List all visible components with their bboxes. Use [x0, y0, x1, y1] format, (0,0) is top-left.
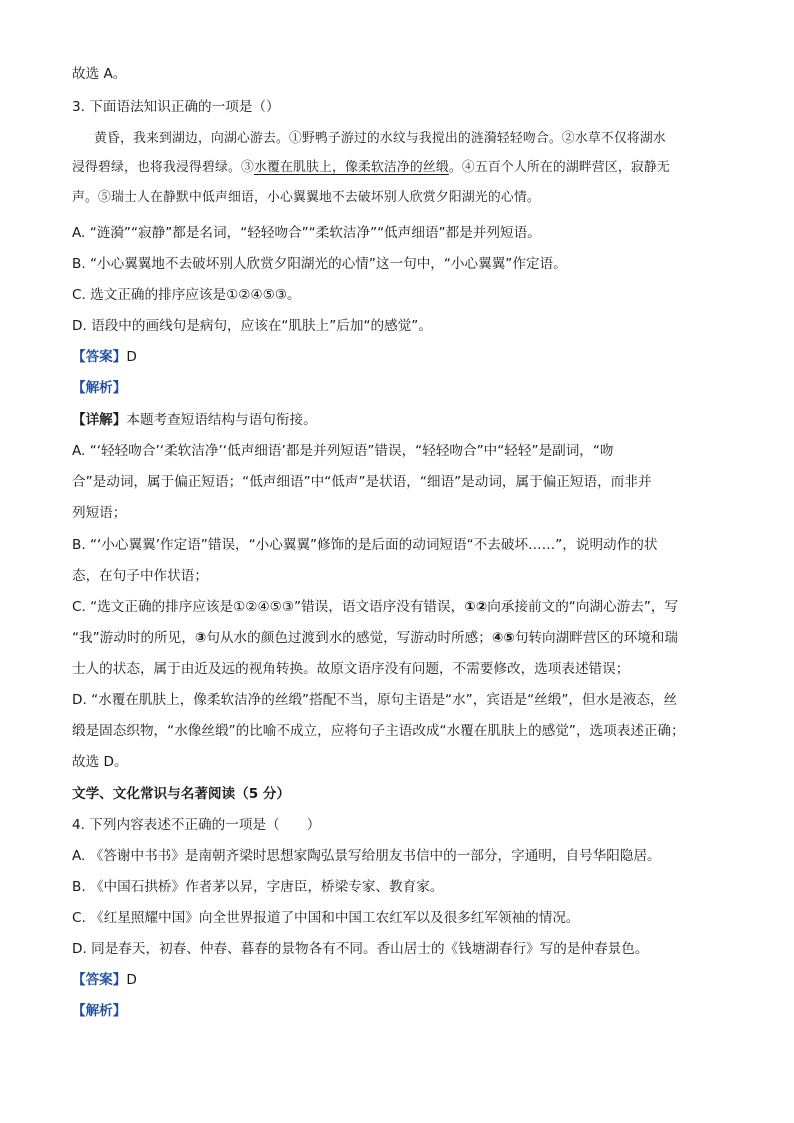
passage-line-3: 声。⑤瑞士人在静默中低声细语，小心翼翼地不去破坏别人欣赏夕阳湖光的心情。 [72, 190, 540, 205]
q3-option-b: B. “小心翼翼地不去破坏别人欣赏夕阳湖光的心情”这一句中，“小心翼翼”作定语。 [72, 256, 567, 272]
explain-d-line-1: D. “水覆在肌肤上，像柔软洁净的丝缎”搭配不当，原句主语是“水”，宾语是“丝缎”，但水是液态，丝 [72, 692, 678, 708]
q3-option-c: C. 选文正确的排序应该是①②④⑤③。 [72, 287, 301, 303]
explain-b-line-1: B. “‘小心翼翼’作定语”错误，“小心翼翼”修饰的是后面的动词短语“不去破坏……”，说明动作的状 [72, 537, 658, 553]
explain-a-line-1: A. “‘轻轻吻合’‘柔软洁净’‘低声细语’都是并列短语”错误，“轻轻吻合”中“轻轻”是副词，“吻 [72, 443, 614, 459]
q3-answer [72, 347, 137, 367]
q3-option-a: A. “涟漪”“寂静”都是名词，“轻轻吻合”“柔软洁净”“低声细语”都是并列短语。 [72, 225, 541, 241]
q3-detail: 【详解】本题考查短语结构与语句衔接。 [72, 412, 317, 428]
q4-answer [72, 970, 137, 990]
q3-analysis-label: 【解析】 [72, 380, 127, 396]
explain-a-line-3: 列短语； [72, 505, 127, 521]
answer-value: D [126, 972, 137, 988]
q3-conclusion: 故选 D。 [72, 754, 128, 770]
q4-analysis-label: 【解析】 [72, 1003, 127, 1019]
section-heading: 文学、文化常识与名著阅读（5 分） [72, 786, 291, 802]
answer-label: 【答案】 [72, 349, 127, 365]
passage-line-1: 黄昏，我来到湖边，向湖心游去。①野鸭子游过的水纹与我搅出的涟漪轻轻吻合。②水草不仅将湖水 [94, 131, 666, 146]
explain-c-line-1: C. “选文正确的排序应该是①②④⑤③”错误，语文语序没有错误，①②向承接前文的“向湖心游去”，写 [72, 599, 679, 615]
q4-option-a: A. 《答谢中书书》是南朝齐梁时思想家陶弘景写给朋友书信中的一部分，字通明，自号华阳隐居。 [72, 848, 661, 864]
answer-label: 【答案】 [72, 972, 127, 988]
q4-option-d: D. 同是春天，初春、仲春、暮春的景物各有不同。香山居士的《钱塘湖春行》写的是仲春景色。 [72, 941, 649, 957]
previous-conclusion: 故选 A。 [72, 66, 127, 82]
explain-c-line-2: “我”游动时的所见，③句从水的颜色过渡到水的感觉，写游动时所感；④⑤句转向湖畔营区的环境和瑞 [72, 630, 678, 646]
detail-label: 【详解】 [72, 412, 127, 428]
answer-value: D [126, 349, 137, 365]
q3-option-d: D. 语段中的画线句是病句，应该在“肌肤上”后加“的感觉”。 [72, 318, 432, 334]
passage-line-2: 浸得碧绿，也将我浸得碧绿。③水覆在肌肤上，像柔软洁净的丝缎。④五百个人所在的湖畔营区，寂静无 [72, 160, 670, 175]
question-3-stem: 3. 下面语法知识正确的一项是（） [72, 99, 280, 115]
explain-d-line-2: 缎是固态织物，“水像丝缎”的比喻不成立，应将句子主语改成“水覆在肌肤上的感觉”，选项表述正确； [72, 723, 685, 739]
explain-a-line-2: 合”是动词，属于偏正短语；“低声细语”中“低声”是状语，“细语”是动词，属于偏正短语，而非并 [72, 474, 652, 490]
question-4-stem: 4. 下列内容表述不正确的一项是（ ） [72, 817, 321, 833]
q4-option-c: C. 《红星照耀中国》向全世界报道了中国和中国工农红军以及很多红军领袖的情况。 [72, 910, 580, 926]
underlined-sentence: 水覆在肌肤上，像柔软洁净的丝缎 [253, 160, 449, 175]
explain-c-line-3: 士人的状态，属于由近及远的视角转换。故原文语序没有问题，不需要修改，选项表述错误； [72, 661, 630, 677]
explain-b-line-2: 态，在句子中作状语； [72, 568, 208, 584]
q4-option-b: B. 《中国石拱桥》作者茅以昇，字唐臣，桥梁专家、教育家。 [72, 879, 444, 895]
